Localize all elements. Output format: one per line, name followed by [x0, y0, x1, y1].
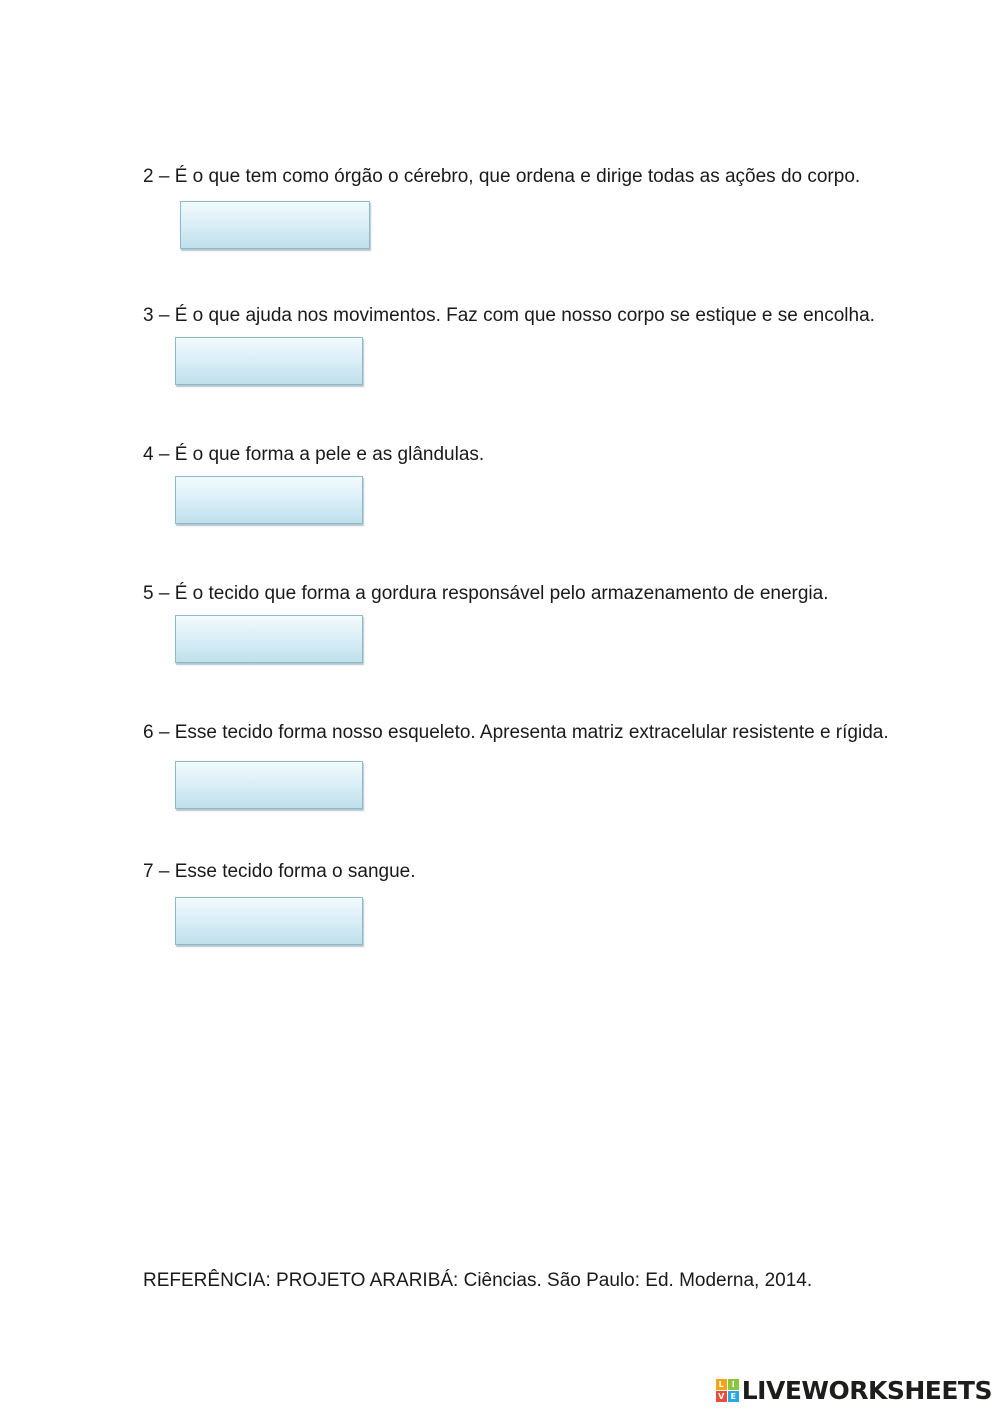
answer-box-2[interactable] — [180, 201, 370, 249]
answer-box-4[interactable] — [175, 476, 363, 524]
liveworksheets-wordmark: LIVEWORKSHEETS — [741, 1376, 992, 1405]
reference-citation: REFERÊNCIA: PROJETO ARARIBÁ: Ciências. São Paulo: Ed. Moderna, 2014. — [143, 1270, 813, 1291]
question-2: 2 – É o que tem como órgão o cérebro, que ordena e dirige todas as ações do corpo. — [143, 166, 861, 187]
answer-box-3[interactable] — [175, 337, 363, 385]
question-4: 4 – É o que forma a pele e as glândulas. — [143, 444, 485, 465]
question-7: 7 – Esse tecido forma o sangue. — [143, 861, 416, 882]
liveworksheets-logo-icon — [716, 1379, 739, 1402]
liveworksheets-logo — [716, 1376, 992, 1405]
question-5: 5 – É o tecido que forma a gordura responsável pelo armazenamento de energia. — [143, 583, 829, 604]
answer-box-6[interactable] — [175, 761, 363, 809]
logo-tile-l: L — [716, 1379, 727, 1390]
answer-box-7[interactable] — [175, 897, 363, 945]
logo-tile-v: V — [716, 1391, 727, 1402]
answer-box-5[interactable] — [175, 615, 363, 663]
question-3: 3 – É o que ajuda nos movimentos. Faz com que nosso corpo se estique e se encolha. — [143, 305, 875, 326]
logo-tile-e: E — [728, 1391, 739, 1402]
question-6: 6 – Esse tecido forma nosso esqueleto. Apresenta matriz extracelular resistente e rígida. — [143, 722, 889, 743]
logo-tile-i: I — [728, 1379, 739, 1390]
